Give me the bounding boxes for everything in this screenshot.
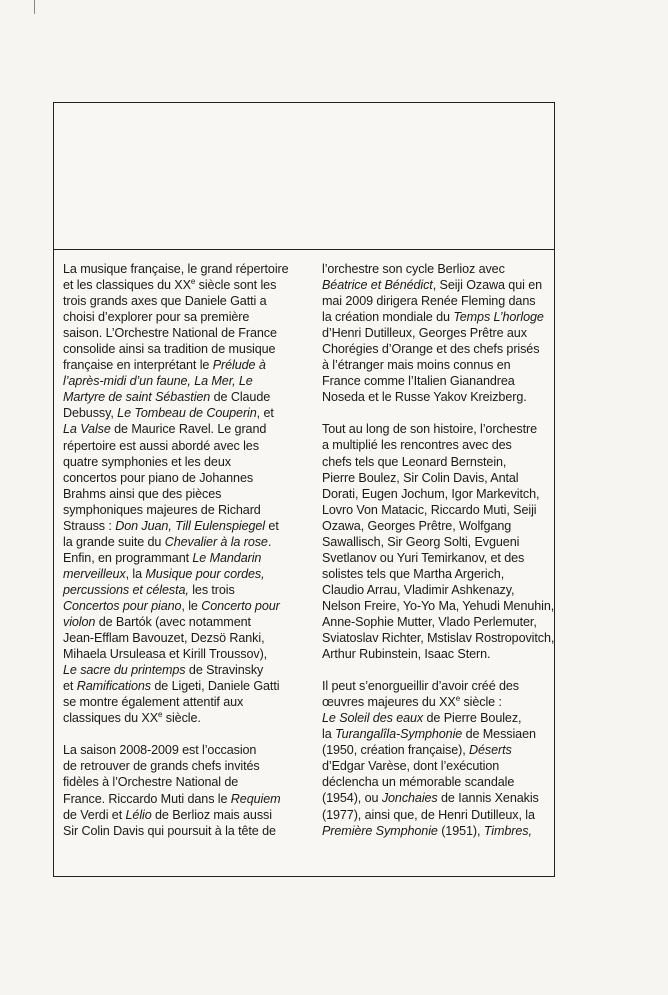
text-segment: a multiplié les rencontres avec des (322, 438, 512, 453)
text-line (322, 582, 552, 598)
text-segment: de Stravinsky (185, 663, 264, 678)
text-segment: française en interprétant le (63, 358, 213, 373)
text-segment: de Pierre Boulez, (423, 711, 522, 726)
text-line (63, 614, 306, 630)
text-segment: Chorégies d’Orange et des chefs prisés (322, 342, 540, 357)
italic-title: violon (63, 615, 96, 630)
text-line (322, 357, 552, 373)
text-segment: concertos pour piano de Johannes (63, 470, 254, 485)
italic-title: Béatrice et Bénédict (322, 278, 433, 293)
text-segment: , et (256, 406, 274, 421)
text-segment: œuvres majeures du XX (322, 695, 456, 710)
text-segment: de Maurice Ravel. Le grand (110, 422, 267, 437)
text-line (322, 550, 552, 566)
text-frame (53, 102, 555, 877)
text-line (322, 630, 555, 646)
text-segment: (1951), (437, 823, 484, 838)
text-line (63, 694, 306, 710)
text-segment: La musique française, le grand répertoire (63, 262, 289, 276)
text-segment: , le (181, 598, 202, 613)
text-segment: , la (125, 566, 146, 581)
text-segment: Brahms ainsi que des pièces (63, 486, 222, 501)
paragraph (322, 678, 552, 838)
left-column (63, 261, 306, 839)
text-segment: d’Henri Dutilleux, Georges Prêtre aux (322, 326, 527, 341)
text-line (63, 325, 306, 341)
italic-title: Lélio (125, 807, 152, 822)
text-line (63, 710, 306, 726)
text-segment: Lovro Von Matacic, Riccardo Muti, Seiji (322, 502, 537, 517)
text-segment: se montre également attentif aux (63, 695, 244, 710)
italic-title: Temps L’horloge (453, 310, 544, 325)
text-line (63, 454, 306, 470)
paragraph (322, 261, 552, 405)
text-line (322, 823, 552, 839)
text-segment: saison. L’Orchestre National de France (63, 326, 277, 341)
text-line (63, 405, 306, 421)
italic-title: Turangalîla-Symphonie (335, 727, 463, 742)
text-line (322, 518, 552, 534)
text-segment: siècle sont les (195, 278, 277, 293)
text-segment: Debussy, (63, 406, 118, 421)
italic-title: Le Mandarin (192, 550, 262, 565)
text-segment: Arthur Rubinstein, Isaac Stern. (322, 647, 491, 662)
text-line (63, 646, 306, 662)
text-segment: Strauss : (63, 518, 116, 533)
text-line (322, 774, 552, 790)
text-line (63, 421, 306, 437)
text-line (322, 341, 552, 357)
superscript: e (455, 694, 461, 704)
text-line (63, 823, 306, 839)
italic-title: Musique pour cordes, (145, 566, 265, 581)
text-segment: de Claude (210, 390, 271, 405)
italic-title: merveilleux (63, 566, 126, 581)
italic-title: Martyre de saint Sébastien (63, 390, 211, 405)
text-line (322, 646, 552, 662)
text-line (63, 341, 306, 357)
italic-title: Ramifications (76, 679, 151, 694)
text-segment: solistes tels que Martha Argerich, (322, 566, 505, 581)
text-segment: classiques du XX (63, 711, 159, 726)
text-line (63, 566, 306, 582)
text-segment: Dorati, Eugen Jochum, Igor Markevitch, (322, 486, 540, 501)
text-segment: quatre symphonies et les deux (63, 454, 231, 469)
text-segment: Noseda et le Russe Yakov Kreizberg. (322, 390, 527, 405)
text-line (322, 389, 552, 405)
text-segment: la (322, 727, 336, 742)
text-line (322, 566, 552, 582)
text-segment: Sir Colin Davis qui poursuit à la tête de (63, 823, 276, 838)
text-segment: siècle. (162, 711, 201, 726)
text-segment: Tout au long de son histoire, l’orchestre (322, 422, 538, 437)
text-line (63, 791, 306, 807)
text-line (322, 710, 552, 726)
text-segment: les trois (188, 582, 235, 597)
text-segment: de Ligeti, Daniele Gatti (151, 679, 280, 694)
text-line (322, 437, 552, 453)
text-segment: (1950, création française), (322, 743, 470, 758)
text-segment: Nelson Freire, Yo-Yo Ma, Yehudi Menuhin, (322, 598, 555, 613)
text-line (322, 502, 552, 518)
text-line (63, 309, 306, 325)
text-segment: et (265, 518, 279, 533)
text-line (322, 261, 552, 277)
text-line (63, 582, 306, 598)
text-segment: Sawallisch, Sir Georg Solti, Evgueni (322, 534, 520, 549)
text-line (322, 614, 552, 630)
italic-title: Prélude à (212, 358, 266, 373)
text-line (322, 277, 552, 293)
italic-title: Requiem (230, 791, 281, 806)
italic-title: Don Juan, Till Eulenspiegel (115, 518, 266, 533)
text-segment: (1977), ainsi que, de Henri Dutilleux, la (322, 807, 535, 822)
text-segment: choisi d’explorer pour sa première (63, 310, 250, 325)
text-line (322, 742, 552, 758)
text-segment: Pierre Boulez, Sir Colin Davis, Antal (322, 470, 519, 485)
italic-title: Jonchaies (381, 791, 438, 806)
italic-title: Le sacre du printemps (63, 663, 186, 678)
text-segment: de Messiaen (462, 727, 536, 742)
italic-title: Première Symphonie (322, 823, 438, 838)
text-line (63, 502, 306, 518)
text-segment: mai 2009 dirigera Renée Fleming dans (322, 294, 536, 309)
paragraph (322, 421, 555, 662)
italic-title: percussions et célesta, (63, 582, 189, 597)
empty-header-box (54, 103, 554, 250)
text-line (322, 534, 552, 550)
text-segment: symphoniques majeures de Richard (63, 502, 261, 517)
text-line (63, 550, 306, 566)
text-line (322, 807, 552, 823)
text-line (322, 470, 552, 486)
text-segment: et (63, 679, 77, 694)
italic-title: l’après-midi d’un faune, La Mer, Le (63, 374, 253, 389)
text-segment: de retrouver de grands chefs invités (63, 759, 260, 774)
text-segment: à l’étranger mais moins connus en (322, 358, 511, 373)
italic-title: Chevalier à la rose (164, 534, 268, 549)
text-segment: Ozawa, Georges Prêtre, Wolfgang (322, 518, 512, 533)
text-line (322, 758, 552, 774)
text-segment: répertoire est aussi abordé avec les (63, 438, 259, 453)
text-segment: France comme l’Italien Gianandrea (322, 374, 515, 389)
text-line (63, 742, 306, 758)
text-line (63, 373, 306, 389)
text-segment: déclencha un mémorable scandale (322, 775, 515, 790)
text-segment: France. Riccardo Muti dans le (63, 791, 231, 806)
text-segment: fidèles à l’Orchestre National de (63, 775, 239, 790)
text-segment: . (267, 534, 272, 549)
text-segment: de Verdi et (63, 807, 126, 822)
text-line (63, 598, 306, 614)
italic-title: La Valse (63, 422, 111, 437)
text-segment: Claudio Arrau, Vladimir Ashkenazy, (322, 582, 515, 597)
text-segment: de Bartók (avec notamment (95, 615, 251, 630)
text-line (63, 662, 306, 678)
text-line (322, 486, 552, 502)
text-segment: consolide ainsi sa tradition de musique (63, 342, 276, 357)
italic-title: Le Tombeau de Couperin (117, 406, 257, 421)
text-segment: , Seiji Ozawa qui en (432, 278, 543, 293)
text-line (322, 598, 555, 614)
italic-title: Timbres, (483, 823, 532, 838)
paragraph (63, 742, 306, 838)
text-segment: (1954), ou (322, 791, 382, 806)
text-segment: La saison 2008-2009 est l’occasion (63, 743, 257, 758)
text-line (63, 774, 306, 790)
text-segment: chefs tels que Leonard Bernstein, (322, 454, 507, 469)
text-line (63, 630, 306, 646)
paragraph (63, 261, 306, 726)
text-line (322, 694, 552, 710)
right-column (322, 261, 555, 839)
italic-title: Déserts (469, 743, 512, 758)
text-segment: Enfin, en programmant (63, 550, 193, 565)
text-segment: Svetlanov ou Yuri Temirkanov, et des (322, 550, 525, 565)
text-line (63, 389, 306, 405)
text-line (63, 277, 306, 293)
text-line (63, 261, 306, 277)
text-line (322, 454, 552, 470)
text-segment: la création mondiale du (322, 310, 454, 325)
text-segment: et les classiques du XX (63, 278, 191, 293)
text-segment: l’orchestre son cycle Berlioz avec (322, 262, 505, 276)
text-segment: d’Edgar Varèse, dont l’exécution (322, 759, 500, 774)
text-line (322, 293, 552, 309)
text-segment: Jean-Efflam Bavouzet, Dezsö Ranki, (63, 631, 265, 646)
text-line (63, 486, 306, 502)
italic-title: Le Soleil des eaux (322, 711, 424, 726)
text-segment: siècle : (460, 695, 502, 710)
text-line (322, 325, 552, 341)
text-line (322, 421, 552, 437)
text-line (63, 293, 306, 309)
text-line (63, 758, 306, 774)
text-line (63, 807, 306, 823)
text-line (322, 373, 552, 389)
text-line (322, 790, 552, 806)
text-line (63, 678, 306, 694)
superscript: e (158, 710, 163, 720)
italic-title: Concerto pour (201, 598, 280, 613)
page-corner-mark (34, 0, 35, 14)
text-segment: Sviatoslav Richter, Mstislav Rostropovitch, (322, 631, 555, 646)
text-line (63, 534, 306, 550)
text-segment: de Iannis Xenakis (437, 791, 539, 806)
text-line (63, 438, 306, 454)
text-segment: Il peut s’enorgueillir d’avoir créé des (322, 679, 520, 694)
text-segment: Mihaela Ursuleasa et Kirill Troussov), (63, 647, 268, 662)
text-segment: de Berlioz mais aussi (151, 807, 272, 822)
text-line (322, 309, 552, 325)
italic-title: Concertos pour piano (63, 598, 182, 613)
text-line (63, 357, 306, 373)
text-segment: Anne-Sophie Mutter, Vlado Perlemuter, (322, 614, 537, 629)
text-line (322, 678, 552, 694)
text-segment: la grande suite du (63, 534, 165, 549)
text-line (63, 470, 306, 486)
text-line (63, 518, 306, 534)
superscript: e (190, 277, 196, 287)
text-line (322, 726, 552, 742)
text-segment: trois grands axes que Daniele Gatti a (63, 294, 267, 309)
